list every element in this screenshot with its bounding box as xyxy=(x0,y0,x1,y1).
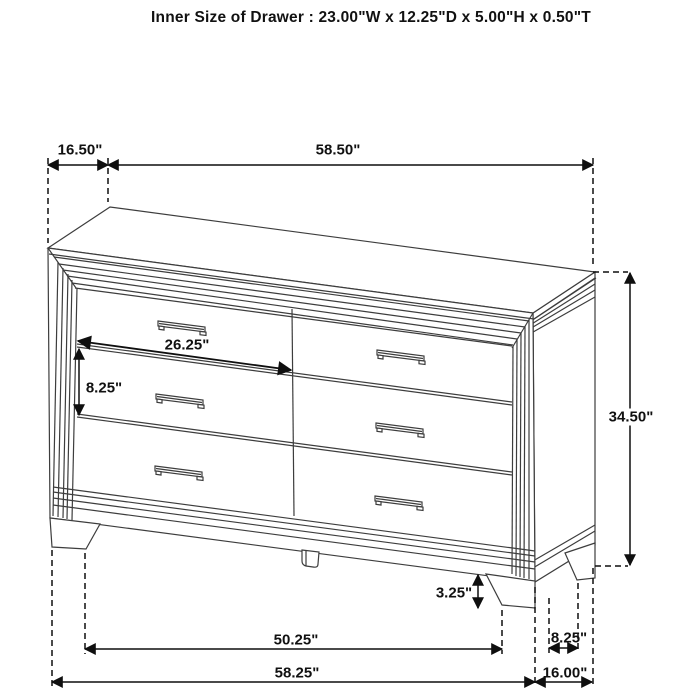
dim-label-drawer-width: 26.25" xyxy=(164,336,210,354)
dim-label-overall-width: 58.25" xyxy=(274,664,320,682)
dim-label-drawer-height: 8.25" xyxy=(85,379,123,397)
dim-label-top-width: 58.50" xyxy=(315,141,361,159)
dim-label-overall-depth: 16.00" xyxy=(542,664,588,682)
dim-label-top-depth: 16.50" xyxy=(57,141,103,159)
front-left-leg xyxy=(50,518,100,549)
center-foot xyxy=(302,550,319,567)
dim-label-overall-height: 34.50" xyxy=(606,409,657,426)
dim-label-leg-span-depth: 8.25" xyxy=(550,629,588,647)
dim-label-leg-span-width: 50.25" xyxy=(273,631,319,649)
diagram-title: Inner Size of Drawer : 23.00"W x 12.25"D x 5.00"H x 0.50"T xyxy=(151,9,591,26)
dim-label-leg-height: 3.25" xyxy=(435,584,473,602)
